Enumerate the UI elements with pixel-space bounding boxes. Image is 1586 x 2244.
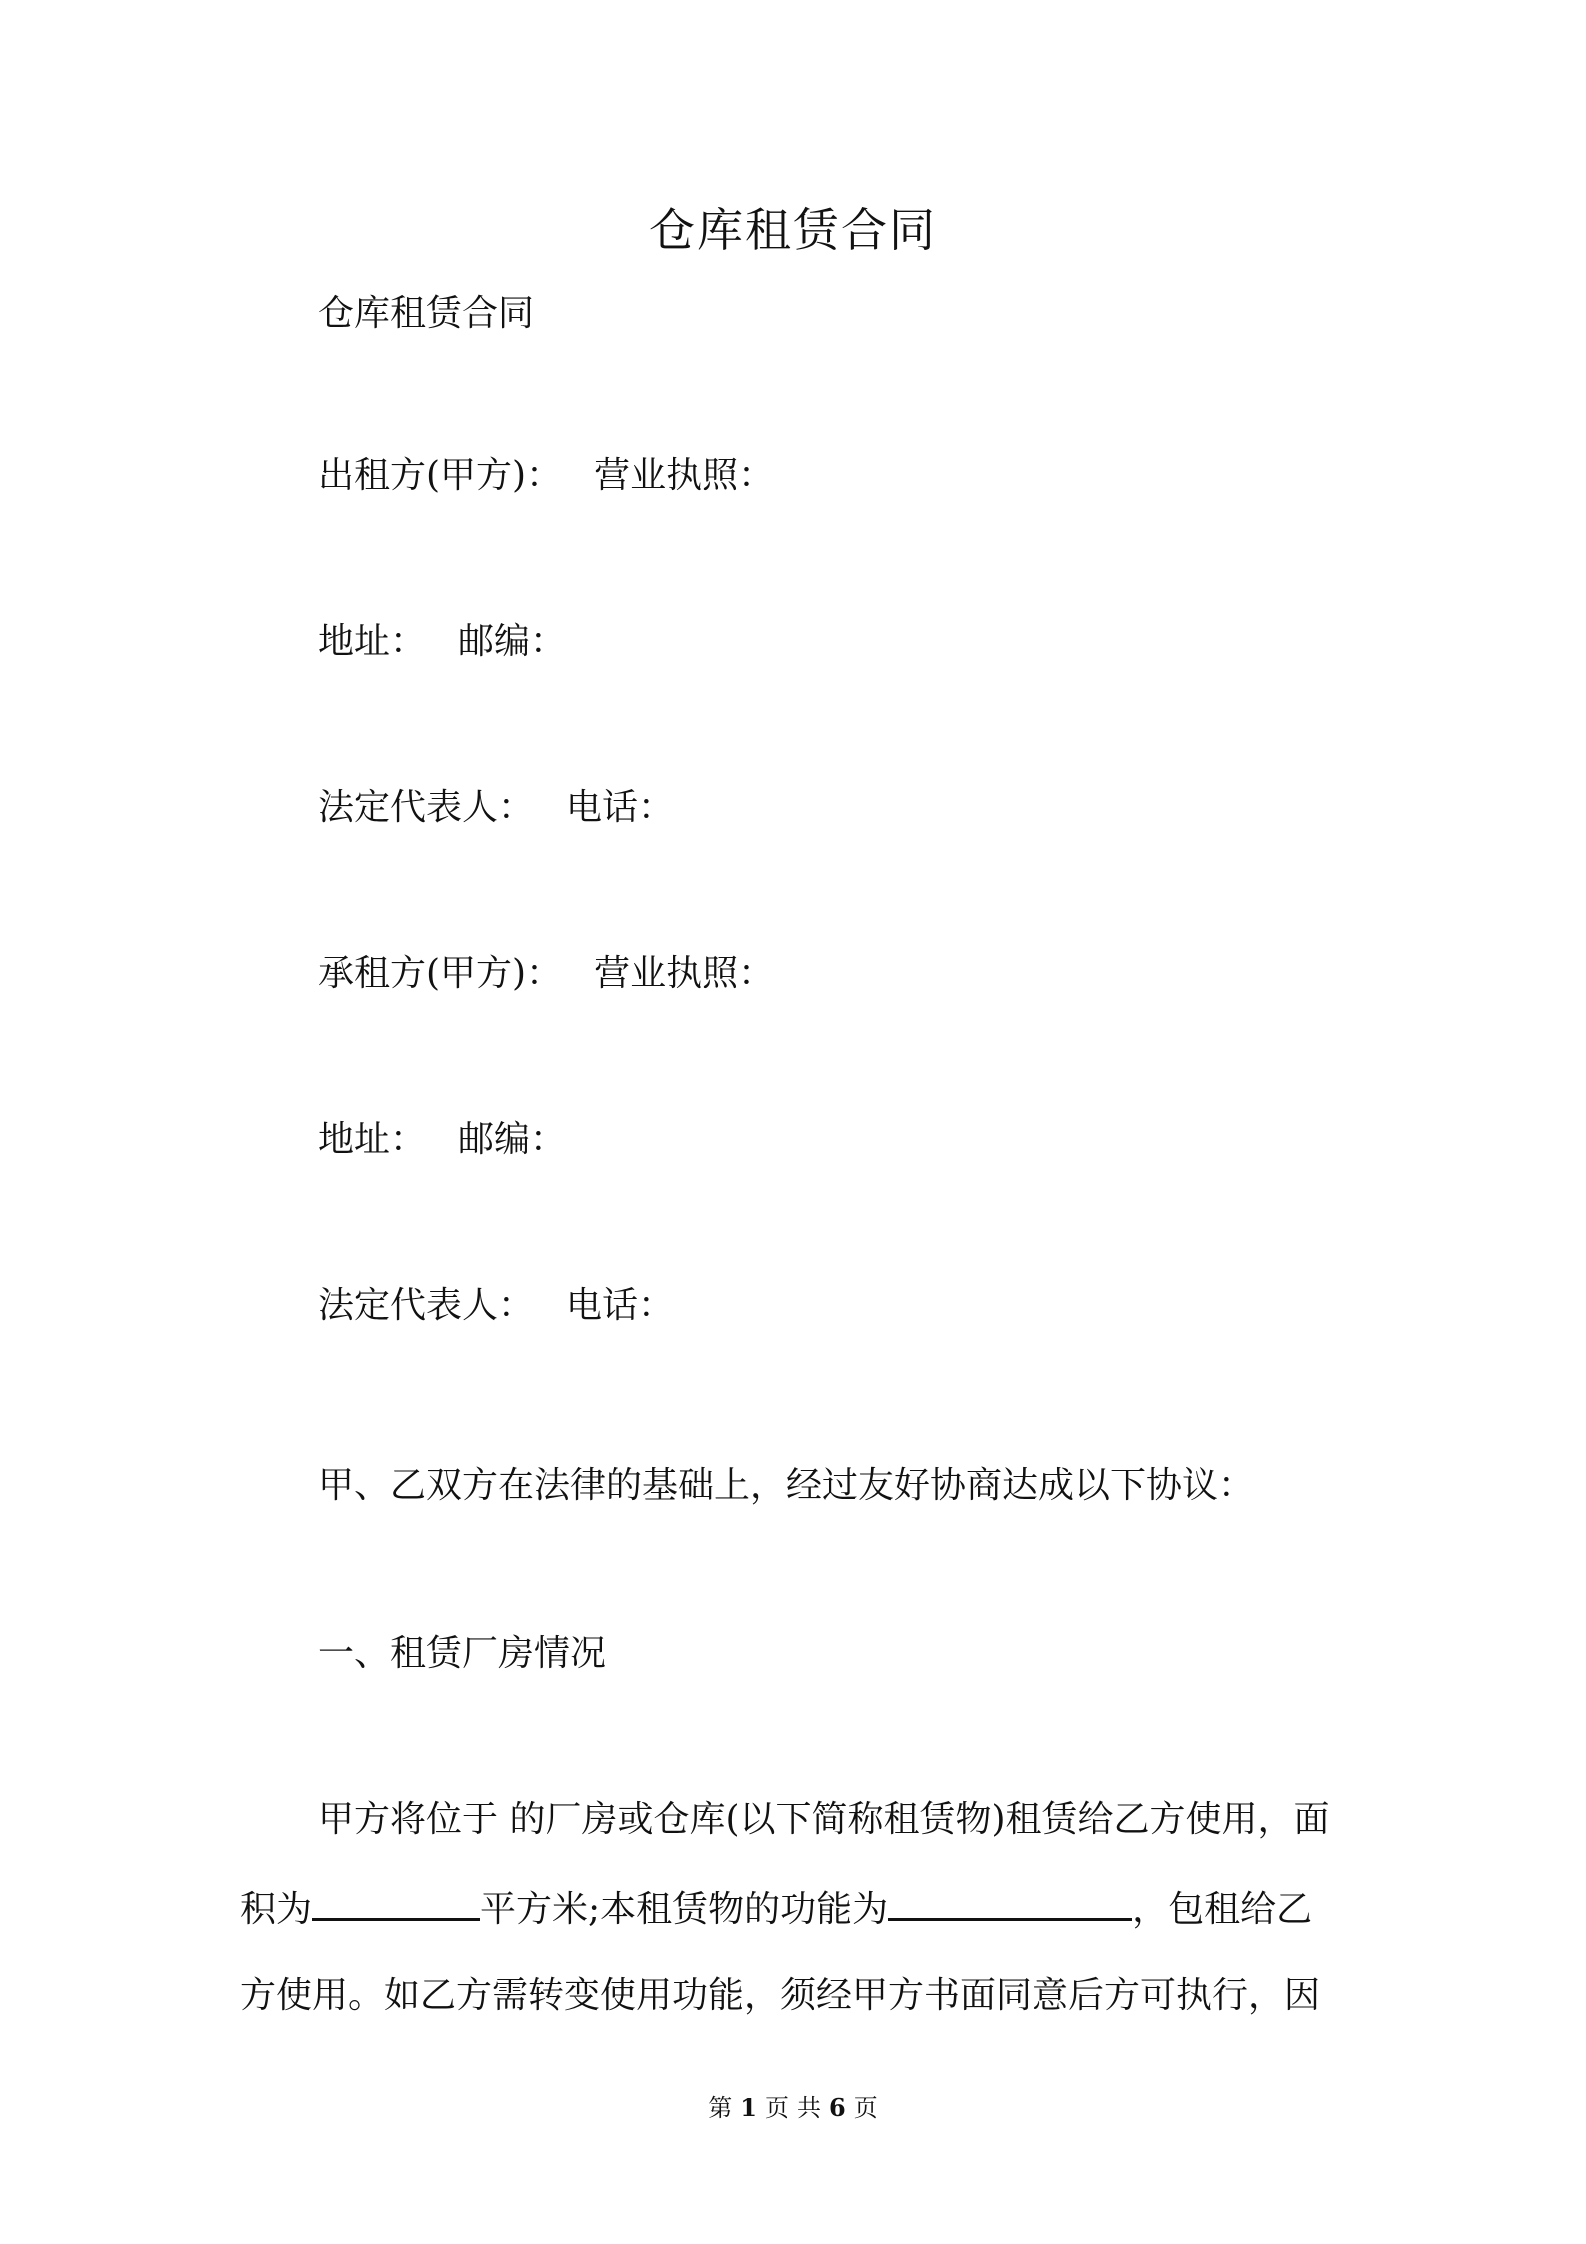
- footer-total-prefix: 共: [797, 2094, 821, 2122]
- agreement-intro: 甲、乙双方在法律的基础上，经过友好协商达成以下协议：: [318, 1465, 1255, 1506]
- lessor-rep-line: [318, 784, 674, 832]
- footer-current-page: 1: [740, 2093, 757, 2122]
- footer-total-pages: 6: [829, 2093, 846, 2122]
- lessor-license-label: 营业执照：: [594, 455, 775, 496]
- lessee-address-label: 地址：: [318, 1119, 427, 1160]
- footer-suffix: 页: [853, 2094, 878, 2122]
- function-blank: [888, 1884, 1132, 1921]
- lessee-postcode-label: 邮编：: [458, 1119, 567, 1160]
- function-label: 平方米;本租赁物的功能为: [480, 1889, 889, 1930]
- lessee-rep-label: 法定代表人：: [318, 1285, 535, 1326]
- lessor-address-line: [318, 618, 566, 666]
- lessee-rep-line: [318, 1282, 674, 1330]
- lessee-line: [318, 950, 774, 998]
- lessee-phone-label: 电话：: [566, 1285, 675, 1326]
- lessor-rep-label: 法定代表人：: [318, 787, 535, 828]
- area-label: 积为: [240, 1889, 313, 1930]
- page-footer: [0, 2092, 1586, 2124]
- section-one-line-3: 方使用。如乙方需转变使用功能，须经甲方书面同意后方可执行，因: [240, 1975, 1321, 2016]
- line-2-suffix: ，包租给乙: [1132, 1889, 1313, 1930]
- section-one-line-2: [240, 1884, 1312, 1934]
- lessor-label: 出租方(甲方)：: [318, 455, 563, 496]
- document-title: 仓库租赁合同: [649, 203, 937, 257]
- lessee-address-line: [318, 1116, 566, 1164]
- lessor-postcode-label: 邮编：: [458, 621, 567, 662]
- lessor-address-label: 地址：: [318, 621, 427, 662]
- lessor-phone-label: 电话：: [566, 787, 675, 828]
- section-one-line-1: 甲方将位于 的厂房或仓库(以下简称租赁物)租赁给乙方使用，面: [318, 1799, 1330, 1840]
- lessee-license-label: 营业执照：: [594, 953, 775, 994]
- area-blank: [312, 1884, 480, 1921]
- lessee-label: 承租方(甲方)：: [318, 953, 563, 994]
- document-subtitle: 仓库租赁合同: [318, 293, 535, 334]
- footer-prefix: 第: [708, 2094, 733, 2122]
- footer-page-word: 页: [765, 2094, 789, 2122]
- section-one-heading: 一、租赁厂房情况: [318, 1633, 607, 1674]
- lessor-line: [318, 452, 774, 500]
